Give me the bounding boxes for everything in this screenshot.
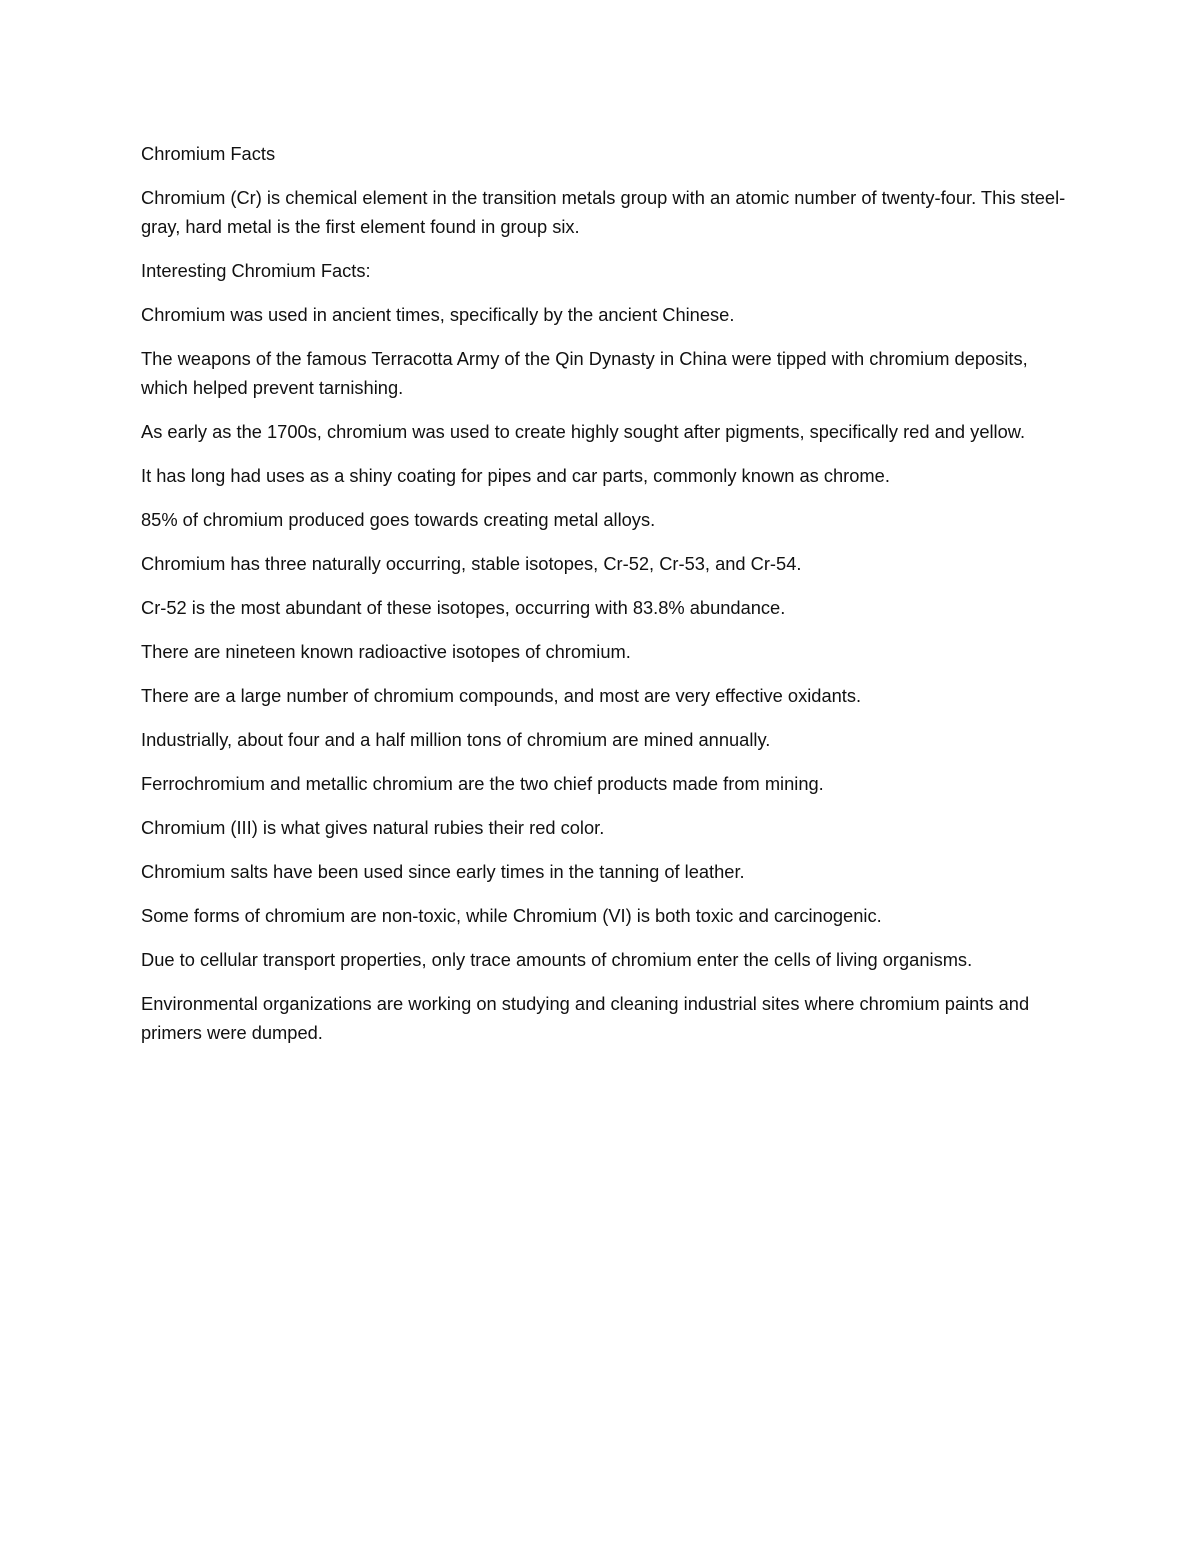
fact-paragraph: Cr-52 is the most abundant of these isotopes, occurring with 83.8% abundance. (141, 597, 786, 618)
fact-paragraph: Industrially, about four and a half million tons of chromium are mined annually. (141, 729, 771, 750)
fact-paragraph: As early as the 1700s, chromium was used to create highly sought after pigments, specifically red and yellow. (141, 421, 1026, 442)
fact-paragraph: Ferrochromium and metallic chromium are the two chief products made from mining. (141, 773, 824, 794)
fact-paragraph: Chromium was used in ancient times, specifically by the ancient Chinese. (141, 304, 735, 325)
intro-paragraph: Chromium (Cr) is chemical element in the transition metals group with an atomic number of twenty-four. This steel-gray, hard metal is the first element found in group six. (141, 187, 1066, 237)
fact-paragraph: It has long had uses as a shiny coating for pipes and car parts, commonly known as chrome. (141, 465, 890, 486)
document-body (141, 139, 1071, 1062)
fact-paragraph: Environmental organizations are working on studying and cleaning industrial sites where chromium paints and primers were dumped. (141, 993, 1030, 1043)
facts-heading: Interesting Chromium Facts: (141, 260, 371, 281)
fact-paragraph: The weapons of the famous Terracotta Army of the Qin Dynasty in China were tipped with chromium deposits, which helped prevent tarnishing. (141, 348, 1028, 398)
fact-paragraph: 85% of chromium produced goes towards creating metal alloys. (141, 509, 656, 530)
fact-paragraph: Chromium has three naturally occurring, stable isotopes, Cr-52, Cr-53, and Cr-54. (141, 553, 802, 574)
fact-paragraph: There are nineteen known radioactive isotopes of chromium. (141, 641, 631, 662)
fact-paragraph: There are a large number of chromium compounds, and most are very effective oxidants. (141, 685, 862, 706)
fact-paragraph: Chromium (III) is what gives natural rubies their red color. (141, 817, 605, 838)
fact-paragraph: Due to cellular transport properties, only trace amounts of chromium enter the cells of living organisms. (141, 949, 973, 970)
fact-paragraph: Some forms of chromium are non-toxic, while Chromium (VI) is both toxic and carcinogenic. (141, 905, 882, 926)
fact-paragraph: Chromium salts have been used since early times in the tanning of leather. (141, 861, 745, 882)
document-title: Chromium Facts (141, 143, 276, 164)
